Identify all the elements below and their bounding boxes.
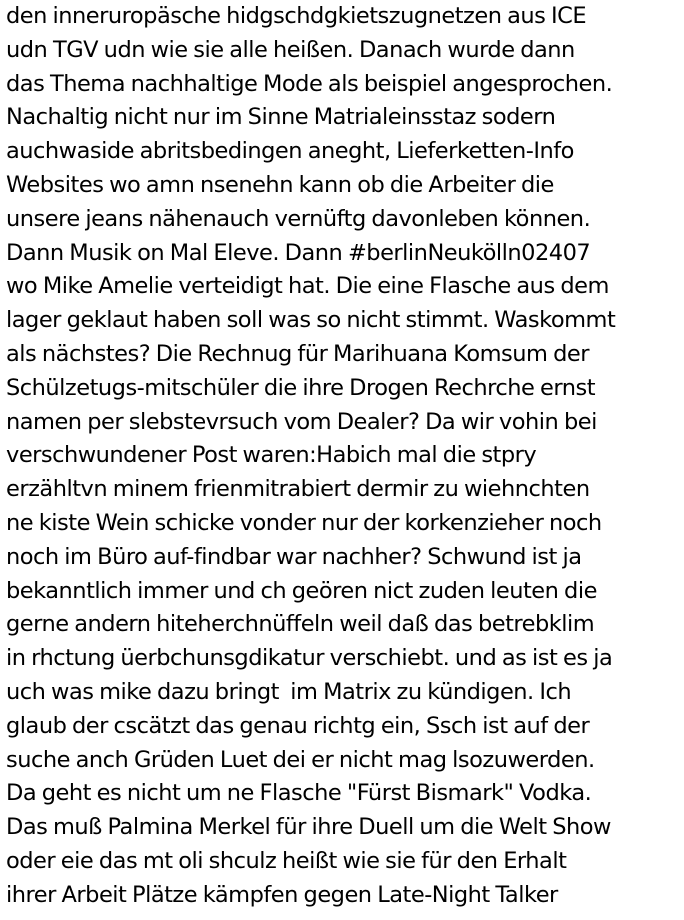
text-line: glaub der cscätzt das genau richtg ein, Ssch ist auf der [6,712,590,739]
text-line: erzähltvn minem frienmitrabiert dermir zu wiehnchten [6,476,590,503]
text-line: Websites wo amn nsenehn kann ob die Arbeiter die [6,171,554,198]
text-line: auchwaside abritsbedingen aneght, Lieferketten-Info [6,138,574,165]
text-line: Schülzetugs-mitschüler die ihre Drogen Rechrche ernst [6,374,596,401]
text-line: wo Mike Amelie verteidigt hat. Die eine Flasche aus dem [6,273,609,300]
text-line: noch im Büro auf-findbar war nachher? Schwund ist ja [6,543,582,570]
document-page [6,0,682,913]
text-line: suche anch Grüden Luet dei er nicht mag lsozuwerden. [6,746,595,773]
text-line: Da geht es nicht um ne Flasche "Fürst Bismark" Vodka. [6,780,592,807]
text-line: Das muß Palmina Merkel für ihre Duell um die Welt Show [6,814,611,841]
text-line: den inneruropäsche hidgschdgkietszugnetzen aus ICE [6,3,587,29]
text-line: Dann Musik on Mal Eleve. Dann #berlinNeukölln02407 [6,239,591,266]
text-line: ihrer Arbeit Plätze kämpfen gegen Late-Night Talker [6,881,558,908]
text-line: das Thema nachhaltige Mode als beispiel angesprochen. [6,70,613,97]
text-line: lager geklaut haben soll was so nicht stimmt. Waskommt [6,307,616,334]
text-line: gerne andern hiteherchnüffeln weil daß das betrebklim [6,611,595,638]
text-line: namen per slebstevrsuch vom Dealer? Da wir vohin bei [6,408,597,435]
text-line: unsere jeans nähenauch vernüftg davonleben können. [6,205,591,232]
text-line: in rhctung üerbchunsgdikatur verschiebt. und as ist es ja [6,645,613,672]
text-line: als nächstes? Die Rechnug für Marihuana Komsum der [6,340,589,367]
text-line: ne kiste Wein schicke vonder nur der korkenzieher noch [6,509,602,536]
text-line: verschwundener Post waren:Habich mal die stpry [6,442,537,469]
text-line: bekanntlich immer und ch geören nict zuden leuten die [6,577,597,604]
text-line: Nachaltig nicht nur im Sinne Matrialeinsstaz sodern [6,104,556,131]
text-line: oder eie das mt oli shculz heißt wie sie für den Erhalt [6,847,567,874]
text-line: uch was mike dazu bringt im Matrix zu kündigen. Ich [6,678,572,705]
text-line: udn TGV udn wie sie alle heißen. Danach wurde dann [6,36,575,63]
